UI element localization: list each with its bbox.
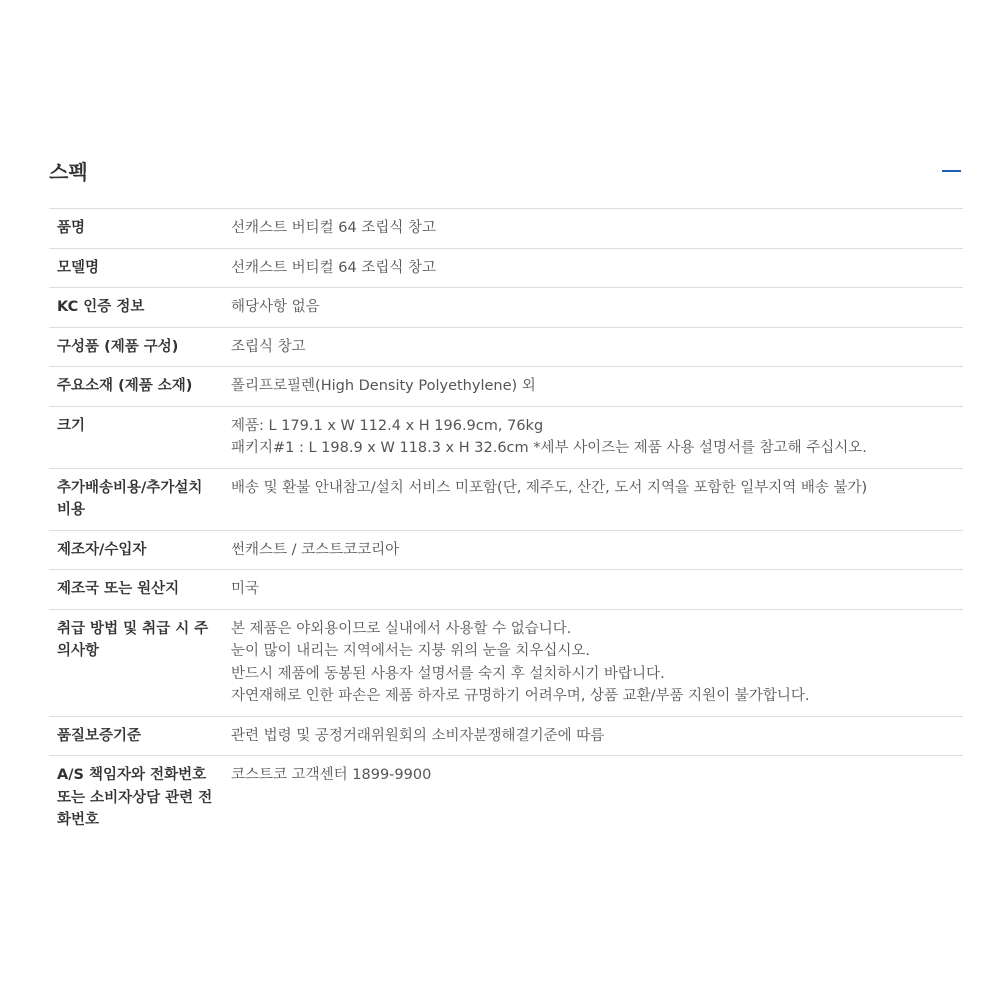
spec-label: 품명	[57, 220, 86, 236]
spec-value	[223, 288, 963, 328]
spec-value-line: 자연재해로 인한 파손은 제품 하자로 규명하기 어려우며, 상품 교환/부품 지원이 불가합니다.	[231, 688, 810, 704]
spec-value-line: 선캐스트 버티컬 64 조립식 창고	[231, 220, 436, 236]
spec-value-line: 선캐스트 버티컬 64 조립식 창고	[231, 259, 436, 276]
spec-label: A/S 책임자와 전화번호 또는 소비자상담 관련 전화번호	[57, 767, 213, 828]
spec-label: 제조자/수입자	[57, 541, 147, 558]
spec-row	[49, 327, 963, 367]
spec-row	[49, 530, 963, 570]
spec-row	[49, 570, 963, 610]
spec-value	[223, 716, 963, 756]
spec-label: 모델명	[57, 259, 100, 276]
spec-row	[49, 367, 963, 407]
collapse-toggle-button[interactable]	[941, 162, 963, 180]
spec-row	[49, 756, 963, 840]
spec-value	[223, 406, 963, 468]
spec-value-line: 제품: L 179.1 x W 112.4 x H 196.9cm, 76kg	[231, 417, 544, 434]
spec-value	[223, 367, 963, 407]
spec-row	[49, 468, 963, 530]
spec-label: KC 인증 정보	[57, 299, 145, 315]
spec-label: 주요소재 (제품 소재)	[57, 378, 193, 394]
spec-value	[223, 570, 963, 610]
spec-value	[223, 248, 963, 288]
spec-value	[223, 609, 963, 716]
spec-label: 취급 방법 및 취급 시 주의사항	[57, 620, 209, 659]
spec-value-line: 배송 및 환불 안내참고/설치 서비스 미포함(단, 제주도, 산간, 도서 지역을 포함한 일부지역 배송 불가)	[231, 479, 868, 496]
spec-table	[49, 208, 963, 840]
minus-icon	[942, 170, 961, 172]
spec-label: 추가배송비용/추가설치비용	[57, 479, 203, 518]
spec-row	[49, 609, 963, 716]
spec-value-line: 반드시 제품에 동봉된 사용자 설명서를 숙지 후 설치하시기 바랍니다.	[231, 665, 665, 682]
spec-value-line: 폴리프로필렌(High Density Polyethylene) 외	[231, 378, 536, 394]
spec-row	[49, 406, 963, 468]
spec-section-header	[49, 152, 963, 192]
spec-value-line: 조립식 창고	[231, 338, 306, 355]
spec-row	[49, 716, 963, 756]
spec-value	[223, 530, 963, 570]
spec-value	[223, 468, 963, 530]
spec-value	[223, 327, 963, 367]
spec-label: 제조국 또는 원산지	[57, 581, 180, 597]
spec-row	[49, 209, 963, 249]
spec-label: 품질보증기준	[57, 727, 142, 744]
spec-value-line: 해당사항 없음	[231, 299, 320, 315]
spec-value-line: 미국	[231, 581, 260, 597]
spec-value-line: 관련 법령 및 공정거래위원회의 소비자분쟁해결기준에 따름	[231, 727, 605, 744]
spec-table-body	[49, 209, 963, 840]
spec-label: 크기	[57, 417, 86, 434]
spec-value-line: 패키지#1 : L 198.9 x W 118.3 x H 32.6cm *세부 사이즈는 제품 사용 설명서를 참고해 주십시오.	[231, 440, 867, 456]
spec-value	[223, 756, 963, 840]
section-title: 스펙	[49, 160, 88, 184]
spec-row	[49, 248, 963, 288]
spec-value-line: 썬캐스트 / 코스트코코리아	[231, 541, 400, 558]
spec-value-line: 눈이 많이 내리는 지역에서는 지붕 위의 눈을 치우십시오.	[231, 643, 591, 659]
spec-label: 구성품 (제품 구성)	[57, 338, 179, 355]
spec-row	[49, 288, 963, 328]
spec-value-line: 본 제품은 야외용이므로 실내에서 사용할 수 없습니다.	[231, 620, 572, 637]
spec-value-line: 코스트코 고객센터 1899-9900	[231, 767, 432, 783]
spec-value	[223, 209, 963, 249]
